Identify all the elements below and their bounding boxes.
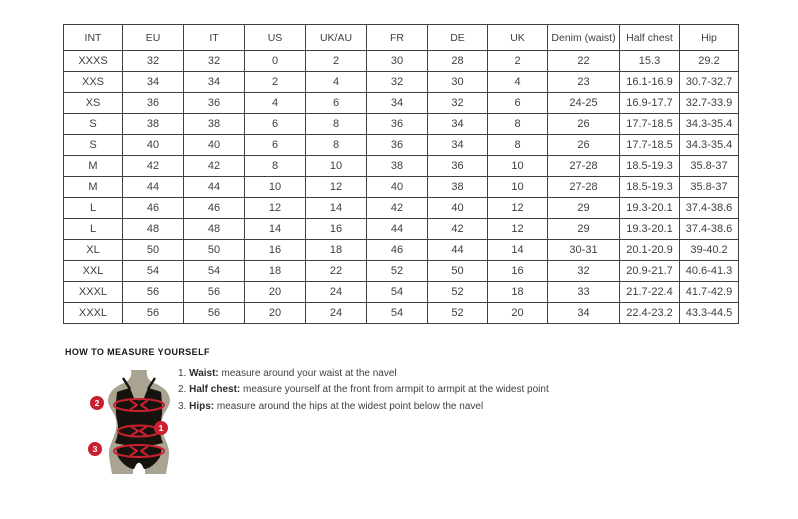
table-cell: 32 <box>548 261 620 282</box>
table-cell: 54 <box>367 282 428 303</box>
instruction-text: measure yourself at the front from armpit to armpit at the widest point <box>240 384 549 396</box>
table-cell: 32 <box>428 93 488 114</box>
table-cell: L <box>64 219 123 240</box>
table-cell: 30 <box>367 51 428 72</box>
table-cell: XXXS <box>64 51 123 72</box>
table-cell: 2 <box>488 51 548 72</box>
table-cell: 8 <box>245 156 306 177</box>
table-cell: 12 <box>306 177 367 198</box>
instruction-item <box>178 366 549 382</box>
table-cell: 35.8-37 <box>680 156 739 177</box>
table-cell: M <box>64 156 123 177</box>
table-cell: XL <box>64 240 123 261</box>
table-cell: 2 <box>306 51 367 72</box>
table-cell: 38 <box>184 114 245 135</box>
table-cell: 8 <box>488 135 548 156</box>
table-cell: 42 <box>123 156 184 177</box>
table-cell: 19.3-20.1 <box>620 219 680 240</box>
table-cell: 29 <box>548 198 620 219</box>
table-cell: 20 <box>488 303 548 324</box>
column-header: INT <box>64 25 123 51</box>
table-cell: 36 <box>428 156 488 177</box>
table-cell: 56 <box>184 303 245 324</box>
table-cell: 6 <box>488 93 548 114</box>
table-cell: 6 <box>306 93 367 114</box>
waist-badge-number: 1 <box>158 423 164 433</box>
table-cell: 4 <box>488 72 548 93</box>
table-cell: 38 <box>123 114 184 135</box>
table-cell: 20.9-21.7 <box>620 261 680 282</box>
table-cell: 16.1-16.9 <box>620 72 680 93</box>
table-cell: 27-28 <box>548 177 620 198</box>
table-cell: 50 <box>123 240 184 261</box>
table-cell: 32 <box>184 51 245 72</box>
table-cell: 10 <box>306 156 367 177</box>
table-cell: 16 <box>488 261 548 282</box>
table-cell: XXXL <box>64 282 123 303</box>
mannequin-illustration <box>88 370 180 480</box>
table-cell: 16 <box>306 219 367 240</box>
table-cell: 28 <box>428 51 488 72</box>
table-cell: 44 <box>367 219 428 240</box>
table-cell: 54 <box>367 303 428 324</box>
table-cell: 14 <box>306 198 367 219</box>
table-cell: 14 <box>488 240 548 261</box>
table-row <box>64 240 739 261</box>
table-cell: 35.8-37 <box>680 177 739 198</box>
table-cell: 17.7-18.5 <box>620 135 680 156</box>
table-cell: 40 <box>367 177 428 198</box>
table-cell: 50 <box>428 261 488 282</box>
table-cell: 52 <box>367 261 428 282</box>
column-header: Hip <box>680 25 739 51</box>
table-cell: L <box>64 198 123 219</box>
table-cell: 22 <box>548 51 620 72</box>
table-cell: 44 <box>184 177 245 198</box>
table-cell: 34.3-35.4 <box>680 114 739 135</box>
table-cell: 26 <box>548 135 620 156</box>
instruction-item <box>178 382 549 398</box>
table-cell: 38 <box>428 177 488 198</box>
table-cell: 4 <box>306 72 367 93</box>
size-table-header-row <box>64 25 739 51</box>
table-cell: 54 <box>184 261 245 282</box>
table-cell: 34 <box>367 93 428 114</box>
table-cell: XS <box>64 93 123 114</box>
table-cell: 8 <box>306 114 367 135</box>
table-cell: 14 <box>245 219 306 240</box>
table-cell: 36 <box>367 135 428 156</box>
table-cell: 34.3-35.4 <box>680 135 739 156</box>
table-cell: 42 <box>367 198 428 219</box>
table-cell: 44 <box>428 240 488 261</box>
table-cell: 12 <box>245 198 306 219</box>
size-table-body <box>64 51 739 324</box>
table-cell: 30.7-32.7 <box>680 72 739 93</box>
column-header: UK <box>488 25 548 51</box>
measure-figure <box>88 370 180 480</box>
table-cell: 36 <box>184 93 245 114</box>
table-cell: 6 <box>245 135 306 156</box>
table-cell: 18.5-19.3 <box>620 156 680 177</box>
table-cell: 8 <box>488 114 548 135</box>
measure-section-title: HOW TO MEASURE YOURSELF <box>65 347 210 357</box>
instruction-label: Half chest: <box>189 384 241 396</box>
table-cell: XXS <box>64 72 123 93</box>
table-cell: 44 <box>123 177 184 198</box>
table-cell: 20 <box>245 303 306 324</box>
table-cell: 24-25 <box>548 93 620 114</box>
table-cell: 41.7-42.9 <box>680 282 739 303</box>
table-cell: 0 <box>245 51 306 72</box>
table-cell: 37.4-38.6 <box>680 219 739 240</box>
table-cell: 18 <box>488 282 548 303</box>
table-cell: 24 <box>306 303 367 324</box>
table-cell: 16 <box>245 240 306 261</box>
table-cell: 6 <box>245 114 306 135</box>
table-cell: 24 <box>306 282 367 303</box>
table-row <box>64 303 739 324</box>
waist-badge <box>154 421 168 435</box>
column-header: DE <box>428 25 488 51</box>
table-cell: 46 <box>123 198 184 219</box>
instruction-text: measure around the hips at the widest point below the navel <box>214 400 484 412</box>
table-cell: 56 <box>123 303 184 324</box>
table-cell: XXL <box>64 261 123 282</box>
table-cell: 34 <box>184 72 245 93</box>
column-header: IT <box>184 25 245 51</box>
table-cell: 40 <box>123 135 184 156</box>
table-cell: 42 <box>428 219 488 240</box>
size-chart-table <box>63 24 739 324</box>
table-row <box>64 177 739 198</box>
table-cell: 43.3-44.5 <box>680 303 739 324</box>
column-header: Denim (waist) <box>548 25 620 51</box>
table-row <box>64 282 739 303</box>
table-row <box>64 261 739 282</box>
table-cell: 29.2 <box>680 51 739 72</box>
table-cell: 10 <box>488 156 548 177</box>
table-cell: 46 <box>367 240 428 261</box>
table-cell: 22.4-23.2 <box>620 303 680 324</box>
chest-badge-number: 2 <box>94 398 100 408</box>
table-cell: 30-31 <box>548 240 620 261</box>
table-cell: 26 <box>548 114 620 135</box>
table-cell: S <box>64 114 123 135</box>
table-cell: 34 <box>123 72 184 93</box>
instruction-label: Waist: <box>189 368 219 379</box>
table-cell: 34 <box>428 135 488 156</box>
instruction-number: 1. <box>178 368 190 379</box>
table-row <box>64 198 739 219</box>
hip-badge <box>88 442 102 456</box>
table-row <box>64 93 739 114</box>
table-cell: 33 <box>548 282 620 303</box>
table-cell: 32.7-33.9 <box>680 93 739 114</box>
column-header: UK/AU <box>306 25 367 51</box>
table-cell: 12 <box>488 198 548 219</box>
instruction-label: Hips: <box>189 400 215 412</box>
table-cell: 54 <box>123 261 184 282</box>
table-row <box>64 114 739 135</box>
table-cell: 46 <box>184 198 245 219</box>
table-row <box>64 135 739 156</box>
table-cell: 19.3-20.1 <box>620 198 680 219</box>
instruction-item <box>178 399 549 415</box>
table-cell: 32 <box>367 72 428 93</box>
table-cell: 37.4-38.6 <box>680 198 739 219</box>
table-cell: 48 <box>184 219 245 240</box>
table-cell: S <box>64 135 123 156</box>
hip-badge-number: 3 <box>92 444 98 454</box>
column-header: US <box>245 25 306 51</box>
table-cell: 32 <box>123 51 184 72</box>
table-cell: 34 <box>428 114 488 135</box>
table-cell: 10 <box>488 177 548 198</box>
column-header: FR <box>367 25 428 51</box>
table-cell: 52 <box>428 282 488 303</box>
table-cell: 56 <box>184 282 245 303</box>
table-cell: 36 <box>367 114 428 135</box>
table-cell: 39-40.2 <box>680 240 739 261</box>
table-cell: 29 <box>548 219 620 240</box>
table-cell: 38 <box>367 156 428 177</box>
instruction-number: 2. <box>178 384 190 396</box>
table-row <box>64 72 739 93</box>
table-cell: 40 <box>428 198 488 219</box>
column-header: Half chest <box>620 25 680 51</box>
table-cell: 30 <box>428 72 488 93</box>
table-cell: 42 <box>184 156 245 177</box>
table-cell: 23 <box>548 72 620 93</box>
table-cell: XXXL <box>64 303 123 324</box>
table-cell: 12 <box>488 219 548 240</box>
table-cell: 22 <box>306 261 367 282</box>
table-row <box>64 156 739 177</box>
table-cell: 56 <box>123 282 184 303</box>
table-cell: 15.3 <box>620 51 680 72</box>
table-cell: 18 <box>306 240 367 261</box>
table-cell: 10 <box>245 177 306 198</box>
instruction-text: measure around your waist at the navel <box>218 368 397 379</box>
table-cell: 27-28 <box>548 156 620 177</box>
table-cell: 18 <box>245 261 306 282</box>
table-cell: 40 <box>184 135 245 156</box>
instruction-number: 3. <box>178 400 190 412</box>
table-cell: 21.7-22.4 <box>620 282 680 303</box>
table-cell: M <box>64 177 123 198</box>
table-row <box>64 219 739 240</box>
table-cell: 2 <box>245 72 306 93</box>
table-cell: 34 <box>548 303 620 324</box>
table-cell: 40.6-41.3 <box>680 261 739 282</box>
table-cell: 20 <box>245 282 306 303</box>
table-cell: 20.1-20.9 <box>620 240 680 261</box>
measure-instructions <box>178 366 549 415</box>
column-header: EU <box>123 25 184 51</box>
table-row <box>64 51 739 72</box>
chest-badge <box>90 396 104 410</box>
table-cell: 18.5-19.3 <box>620 177 680 198</box>
table-cell: 52 <box>428 303 488 324</box>
table-cell: 17.7-18.5 <box>620 114 680 135</box>
table-cell: 36 <box>123 93 184 114</box>
table-cell: 50 <box>184 240 245 261</box>
table-cell: 4 <box>245 93 306 114</box>
table-cell: 48 <box>123 219 184 240</box>
table-cell: 8 <box>306 135 367 156</box>
table-cell: 16.9-17.7 <box>620 93 680 114</box>
